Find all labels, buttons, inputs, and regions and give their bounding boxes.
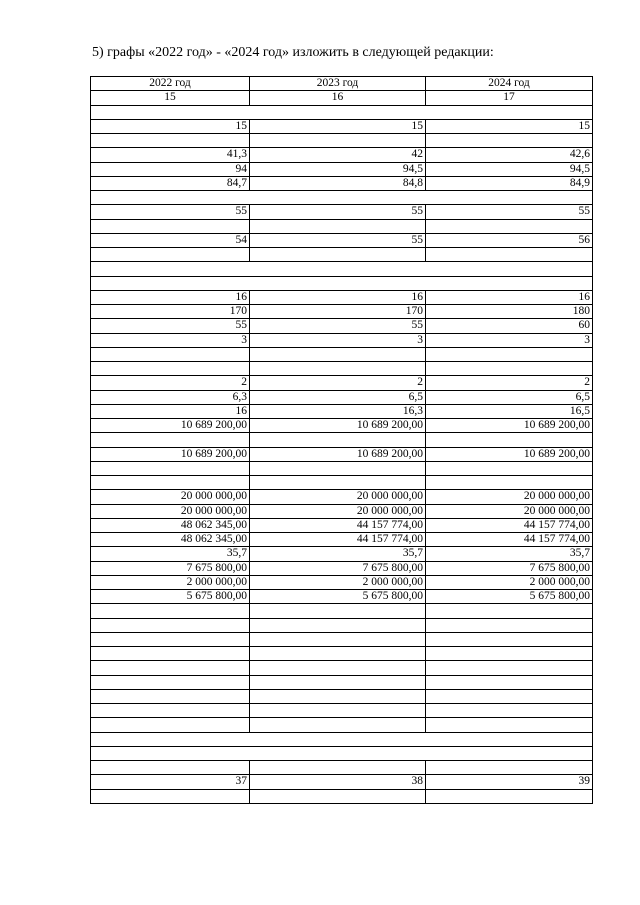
table-row [91,419,593,433]
column-number-17: 17 [426,91,593,105]
table-cell: 56 [426,233,593,247]
table-cell: 6,5 [250,390,426,404]
table-cell: 2 [426,376,593,390]
table-row [91,447,593,461]
table-cell [426,362,593,376]
column-number-15: 15 [91,91,250,105]
table-cell: 16 [250,290,426,304]
table-cell: 10 689 200,00 [426,447,593,461]
table-cell: 10 689 200,00 [91,419,250,433]
table-cell [91,675,250,689]
table-cell: 55 [91,319,250,333]
table-cell [426,347,593,361]
table-row [91,404,593,418]
table-cell: 10 689 200,00 [250,419,426,433]
table-cell: 16,3 [250,404,426,418]
table-cell: 60 [426,319,593,333]
table-row [91,704,593,718]
table-cell: 2 [250,376,426,390]
table-cell: 15 [426,119,593,133]
table-cell: 48 062 345,00 [91,518,250,532]
table-cell: 16 [426,290,593,304]
table-cell: 35,7 [426,547,593,561]
table-cell: 5 675 800,00 [250,590,426,604]
table-cell: 180 [426,305,593,319]
table-cell [426,761,593,775]
table-cell [91,604,250,618]
table-row [91,461,593,475]
table-cell: 35,7 [250,547,426,561]
table-cell [426,461,593,475]
table-cell: 7 675 800,00 [426,561,593,575]
table-row [91,333,593,347]
table-row [91,276,593,290]
table-cell: 10 689 200,00 [250,447,426,461]
table-row [91,718,593,732]
table-cell: 94 [91,162,250,176]
table-cell [91,704,250,718]
table-cell: 2 000 000,00 [250,575,426,589]
table-cell [250,704,426,718]
table-cell [250,476,426,490]
table-cell: 15 [91,119,250,133]
table-row [91,618,593,632]
table-row [91,376,593,390]
table-cell [426,476,593,490]
table-cell: 44 157 774,00 [426,518,593,532]
table-cell: 44 157 774,00 [250,518,426,532]
table-cell: 16 [91,290,250,304]
table-cell: 20 000 000,00 [250,490,426,504]
table-cell [426,219,593,233]
table-row [91,233,593,247]
table-cell: 55 [91,205,250,219]
table-cell [91,433,250,447]
table-cell: 6,3 [91,390,250,404]
table-row [91,347,593,361]
table-cell: 54 [91,233,250,247]
table-cell-merged [91,191,593,205]
table-row [91,362,593,376]
table-row [91,590,593,604]
table-cell [250,461,426,475]
table-row [91,632,593,646]
table-row [91,105,593,119]
table-cell: 55 [426,205,593,219]
table-cell [250,632,426,646]
table-cell-merged [91,105,593,119]
table-cell: 16 [91,404,250,418]
header-2024: 2024 год [426,77,593,91]
table-cell [250,647,426,661]
table-row [91,789,593,803]
column-number-row [91,91,593,105]
table-cell: 2 000 000,00 [426,575,593,589]
table-row [91,205,593,219]
table-cell [91,718,250,732]
table-cell: 55 [250,319,426,333]
table-row [91,575,593,589]
table-cell: 15 [250,119,426,133]
table-cell [91,789,250,803]
table-cell [250,362,426,376]
table-row [91,604,593,618]
table-cell [426,618,593,632]
table-cell-merged [91,732,593,746]
table-row [91,661,593,675]
table-cell: 84,9 [426,176,593,190]
amendment-table [90,76,593,804]
table-cell: 10 689 200,00 [91,447,250,461]
table-row [91,176,593,190]
table-cell: 170 [250,305,426,319]
table-cell: 44 157 774,00 [250,533,426,547]
column-number-16: 16 [250,91,426,105]
table-row [91,134,593,148]
table-row [91,476,593,490]
table-cell [250,618,426,632]
header-row [91,77,593,91]
table-row [91,518,593,532]
table-cell: 20 000 000,00 [91,490,250,504]
table-row [91,148,593,162]
table-cell: 20 000 000,00 [250,504,426,518]
table-cell-merged [91,746,593,760]
table-cell [426,632,593,646]
table-cell: 48 062 345,00 [91,533,250,547]
table-cell: 6,5 [426,390,593,404]
table-row [91,262,593,276]
table-cell: 84,8 [250,176,426,190]
table-cell: 3 [426,333,593,347]
table-cell: 2 000 000,00 [91,575,250,589]
table-cell [426,647,593,661]
table-row [91,191,593,205]
table-cell: 42,6 [426,148,593,162]
table-cell: 37 [91,775,250,789]
table-cell: 20 000 000,00 [426,490,593,504]
table-cell: 42 [250,148,426,162]
table-cell [91,618,250,632]
table-cell: 5 675 800,00 [91,590,250,604]
table-row [91,761,593,775]
table-cell [91,347,250,361]
table-cell [250,689,426,703]
table-row [91,248,593,262]
table-cell: 84,7 [91,176,250,190]
table-cell: 55 [250,233,426,247]
table-row [91,390,593,404]
table-cell: 5 675 800,00 [426,590,593,604]
table-row [91,547,593,561]
table-cell [250,789,426,803]
table-cell: 16,5 [426,404,593,418]
table-cell: 35,7 [91,547,250,561]
table-cell [91,461,250,475]
table-cell: 94,5 [426,162,593,176]
table-cell: 7 675 800,00 [250,561,426,575]
table-row [91,119,593,133]
table-cell-merged [91,262,593,276]
table-row [91,675,593,689]
table-cell [250,248,426,262]
table-cell: 3 [91,333,250,347]
table-row [91,746,593,760]
table-cell: 10 689 200,00 [426,419,593,433]
table-cell [250,433,426,447]
table-cell [426,675,593,689]
table-cell [426,604,593,618]
table-row [91,490,593,504]
header-2022: 2022 год [91,77,250,91]
table-cell [426,661,593,675]
table-cell [91,661,250,675]
table-cell: 39 [426,775,593,789]
table-cell: 38 [250,775,426,789]
table-row [91,689,593,703]
table-row [91,647,593,661]
table-cell [250,761,426,775]
header-2023: 2023 год [250,77,426,91]
table-cell [250,661,426,675]
table-cell [91,362,250,376]
table-cell [426,433,593,447]
table-row [91,561,593,575]
table-cell [91,647,250,661]
table-cell [250,675,426,689]
table-cell [426,248,593,262]
table-cell: 3 [250,333,426,347]
table-row [91,290,593,304]
table-cell [91,632,250,646]
table-cell [250,604,426,618]
table-cell [250,219,426,233]
table-row [91,162,593,176]
table-row [91,732,593,746]
table-cell [91,761,250,775]
table-cell: 2 [91,376,250,390]
table-cell: 44 157 774,00 [426,533,593,547]
table-cell [426,134,593,148]
table-cell: 41,3 [91,148,250,162]
table-cell: 170 [91,305,250,319]
table-cell [91,219,250,233]
table-cell [91,476,250,490]
table-cell [250,347,426,361]
table-row [91,305,593,319]
table-row [91,504,593,518]
table-cell: 20 000 000,00 [426,504,593,518]
table-row [91,775,593,789]
table-cell [426,689,593,703]
table-cell: 7 675 800,00 [91,561,250,575]
table-cell [426,789,593,803]
table-cell-merged [91,276,593,290]
table-cell: 94,5 [250,162,426,176]
amendment-heading: 5) графы «2022 год» - «2024 год» изложить в следующей редакции: [92,45,494,60]
table-cell [91,689,250,703]
table-cell [91,248,250,262]
table-cell [91,134,250,148]
table-cell: 20 000 000,00 [91,504,250,518]
table-row [91,533,593,547]
table-cell [250,134,426,148]
table-cell [426,718,593,732]
table-cell [250,718,426,732]
table-body [91,77,593,804]
table-row [91,433,593,447]
table-row [91,219,593,233]
table-row [91,319,593,333]
table-cell: 55 [250,205,426,219]
table-cell [426,704,593,718]
